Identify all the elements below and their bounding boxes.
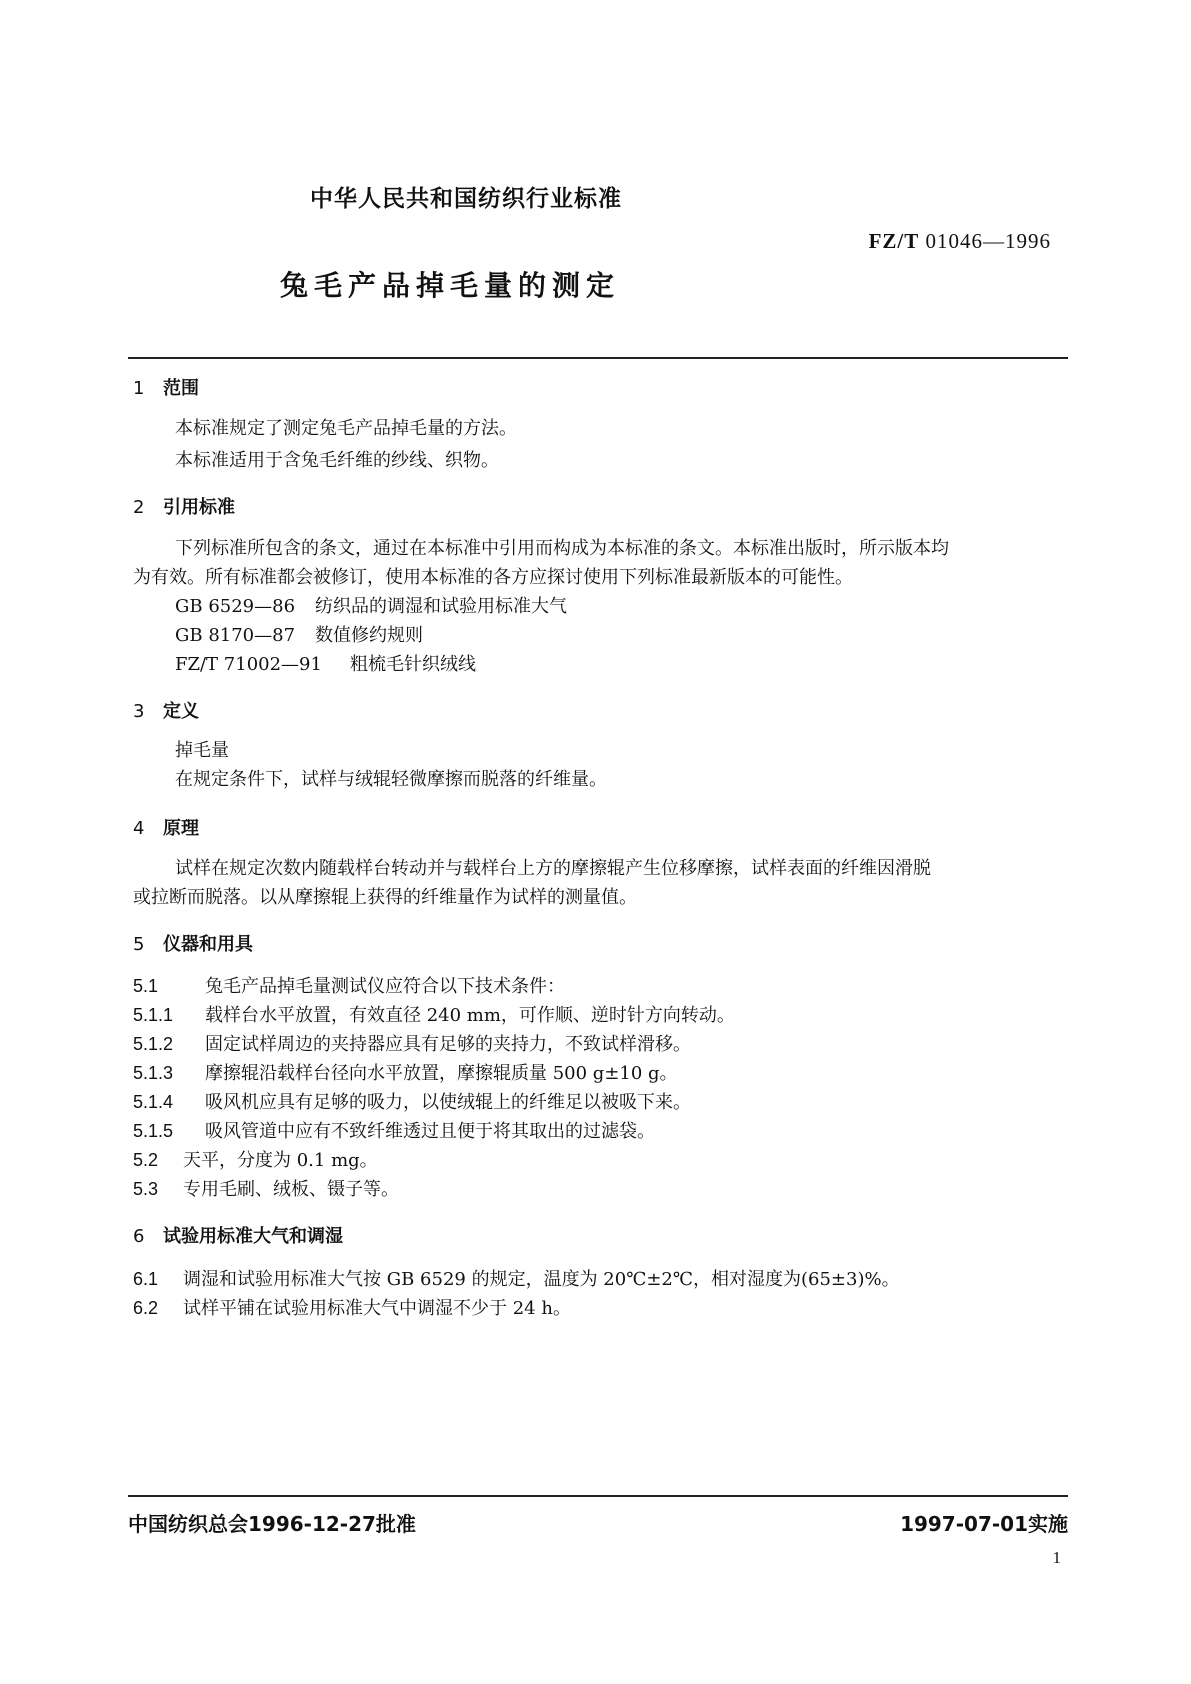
section-title: 原理	[163, 818, 199, 839]
section-2-para-line-2: 为有效。所有标准都会被修订，使用本标准的各方应探讨使用下列标准最新版本的可能性。	[133, 567, 853, 588]
section-6-heading	[133, 1222, 343, 1248]
clause-text: 天平，分度为 0.1 mg。	[183, 1150, 378, 1171]
section-2-heading	[133, 493, 235, 519]
definition-term: 掉毛量	[175, 740, 229, 761]
section-2-para-line-1: 下列标准所包含的条文，通过在本标准中引用而构成为本标准的条文。本标准出版时，所示版本均	[175, 538, 949, 559]
clause-text: 调湿和试验用标准大气按 GB 6529 的规定，温度为 20℃±2℃，相对湿度为(65±3)%。	[183, 1269, 900, 1290]
clause-text: 兔毛产品掉毛量测试仪应符合以下技术条件：	[205, 976, 565, 997]
standard-code-prefix: FZ/T	[868, 229, 920, 253]
reference-item	[175, 595, 567, 619]
clause-item	[133, 1032, 691, 1057]
standard-code	[869, 229, 1051, 254]
clause-text: 试样平铺在试验用标准大气中调湿不少于 24 h。	[183, 1298, 571, 1319]
clause-item	[133, 1267, 900, 1292]
clause-text: 吸风机应具有足够的吸力，以使绒辊上的纤维足以被吸下来。	[205, 1092, 691, 1113]
clause-number: 5.1.5	[133, 1121, 174, 1141]
clause-item	[133, 1177, 399, 1202]
issuing-organization: 中华人民共和国纺织行业标准	[310, 186, 622, 212]
clause-item	[133, 974, 565, 999]
section-title: 试验用标准大气和调湿	[163, 1226, 343, 1247]
header-divider	[128, 357, 1068, 359]
clause-number: 5.1.1	[133, 1005, 174, 1025]
section-number: 6	[133, 1226, 145, 1247]
section-4-para-line-2: 或拉断而脱落。以从摩擦辊上获得的纤维量作为试样的测量值。	[133, 887, 637, 908]
clause-number: 5.3	[133, 1179, 159, 1199]
reference-name: 粗梳毛针织绒线	[350, 654, 476, 675]
reference-code: GB 8170—87	[175, 625, 296, 646]
reference-name: 纺织品的调湿和试验用标准大气	[315, 596, 567, 617]
clause-number: 5.1.4	[133, 1092, 174, 1112]
reference-item	[175, 624, 423, 648]
clause-number: 5.2	[133, 1150, 159, 1170]
section-number: 1	[133, 378, 145, 399]
section-title: 仪器和用具	[163, 934, 253, 955]
clause-number: 6.1	[133, 1269, 159, 1289]
section-number: 3	[133, 701, 145, 722]
clause-item	[133, 1061, 678, 1086]
clause-text: 固定试样周边的夹持器应具有足够的夹持力，不致试样滑移。	[205, 1034, 691, 1055]
reference-code: GB 6529—86	[175, 596, 296, 617]
section-1-heading	[133, 374, 199, 400]
section-title: 引用标准	[163, 497, 235, 518]
clause-number: 5.1.3	[133, 1063, 174, 1083]
standard-code-number: 01046—1996	[925, 229, 1051, 253]
section-title: 定义	[163, 701, 199, 722]
clause-text: 摩擦辊沿载样台径向水平放置，摩擦辊质量 500 g±10 g。	[205, 1063, 678, 1084]
document-title: 兔毛产品掉毛量的测定	[280, 269, 621, 302]
clause-text: 吸风管道中应有不致纤维透过且便于将其取出的过滤袋。	[205, 1121, 655, 1142]
section-number: 2	[133, 497, 145, 518]
reference-item	[175, 653, 476, 677]
section-1-line-1: 本标准规定了测定兔毛产品掉毛量的方法。	[175, 418, 517, 439]
clause-number: 5.1	[133, 976, 159, 996]
approval-date: 中国纺织总会1996-12-27批准	[128, 1512, 416, 1536]
implementation-date: 1997-07-01实施	[900, 1512, 1068, 1536]
clause-item	[133, 1119, 655, 1144]
section-number: 5	[133, 934, 145, 955]
section-3-heading	[133, 697, 199, 723]
section-1-line-2: 本标准适用于含兔毛纤维的纱线、织物。	[175, 450, 499, 471]
section-4-heading	[133, 814, 199, 840]
clause-number: 5.1.2	[133, 1034, 174, 1054]
reference-name: 数值修约规则	[315, 625, 423, 646]
clause-item	[133, 1148, 378, 1173]
page-number: 1	[1052, 1548, 1061, 1567]
section-title: 范围	[163, 378, 199, 399]
clause-text: 专用毛刷、绒板、镊子等。	[183, 1179, 399, 1200]
definition-text: 在规定条件下，试样与绒辊轻微摩擦而脱落的纤维量。	[175, 769, 607, 790]
clause-text: 载样台水平放置，有效直径 240 mm，可作顺、逆时针方向转动。	[205, 1005, 735, 1026]
clause-number: 6.2	[133, 1298, 159, 1318]
section-4-para-line-1: 试样在规定次数内随载样台转动并与载样台上方的摩擦辊产生位移摩擦，试样表面的纤维因滑脱	[175, 858, 931, 879]
clause-item	[133, 1090, 691, 1115]
clause-item	[133, 1003, 735, 1028]
footer-divider	[128, 1495, 1068, 1497]
reference-code: FZ/T 71002—91	[175, 654, 322, 675]
section-5-heading	[133, 930, 253, 956]
section-number: 4	[133, 818, 145, 839]
clause-item	[133, 1296, 571, 1321]
